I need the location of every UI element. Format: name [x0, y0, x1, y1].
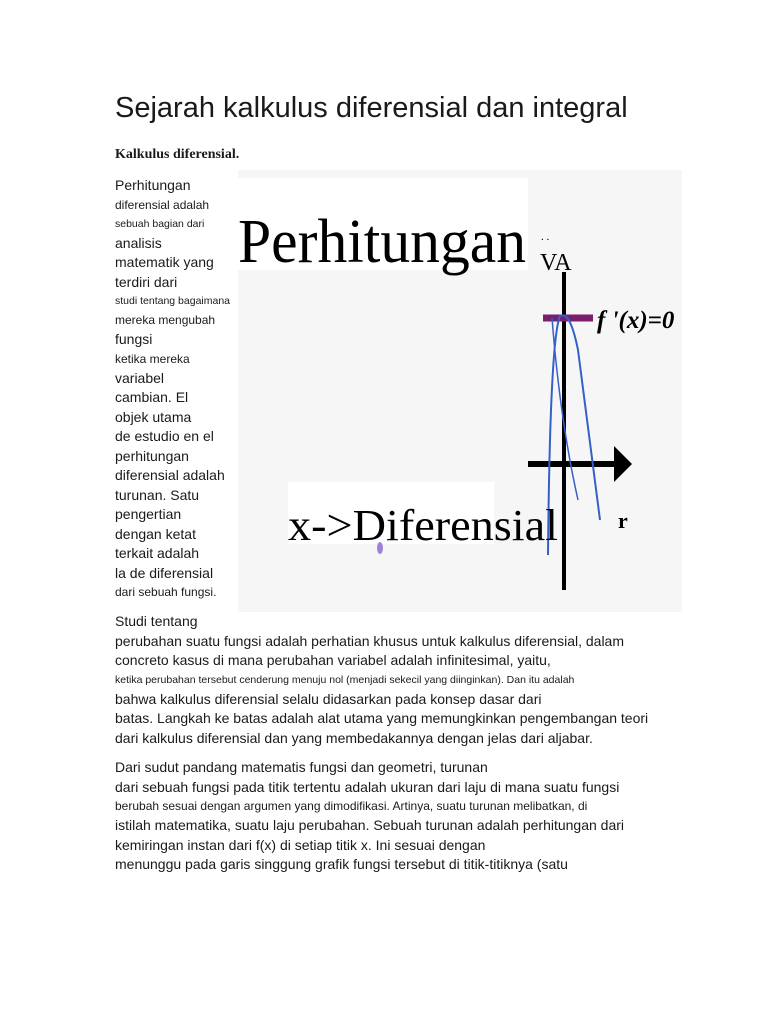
column-line: perhitungan: [115, 447, 189, 464]
column-line: terkait adalah: [115, 545, 200, 561]
column-line: Perhitungan: [115, 177, 191, 193]
axis-label-va: VA: [540, 250, 572, 276]
paragraph-line: perubahan suatu fungsi adalah perhatian khusus untuk kalkulus diferensial, dalam: [115, 632, 625, 649]
derivative-figure: [238, 170, 682, 612]
paragraph-line: berubah sesuai dengan argumen yang dimodifikasi. Artinya, suatu turunan melibatkan, di: [115, 799, 588, 813]
column-line: matematik yang: [115, 254, 214, 270]
figure-top-text: Perhitungan: [238, 208, 526, 276]
derivative-formula: f '(x)=0: [597, 307, 675, 334]
intro-column: [115, 176, 245, 602]
column-line: studi tentang bagaimana: [115, 295, 231, 307]
figure-bottom-text: x->Diferensial: [288, 501, 558, 550]
paragraph-line: dari sebuah fungsi pada titik tertentu adalah ukuran dari laju di mana suatu fungsi: [115, 778, 620, 795]
column-line: fungsi: [115, 331, 153, 347]
paragraph-line: bahwa kalkulus diferensial selalu didasarkan pada konsep dasar dari: [115, 690, 542, 707]
paragraph-line: batas. Langkah ke batas adalah alat utama yang memungkinkan pengembangan teori: [115, 710, 649, 726]
section-heading: Kalkulus diferensial.: [115, 147, 240, 162]
column-line: dengan ketat: [115, 525, 196, 542]
column-line: sebuah bagian dari: [115, 217, 205, 230]
column-line: ketika mereka: [115, 351, 190, 366]
paragraph-line: menunggu pada garis singgung grafik fungsi tersebut di titik-titiknya (satu: [115, 856, 568, 872]
column-line: de estudio en el: [115, 428, 214, 444]
paragraph-line: Studi tentang: [115, 613, 198, 629]
paragraph-2: [115, 758, 695, 875]
derivative-graph: [238, 170, 682, 612]
column-line: diferensial adalah: [115, 467, 225, 483]
page-title: Sejarah kalkulus diferensial dan integral: [115, 92, 628, 124]
column-line: diferensial adalah: [115, 197, 210, 212]
axis-arrowhead: [614, 446, 632, 482]
column-line: la de diferensial: [115, 564, 214, 581]
column-line: analisis: [115, 234, 162, 251]
column-line: dari sebuah fungsi.: [115, 585, 217, 599]
column-line: turunan. Satu: [115, 486, 200, 503]
paragraph-line: kemiringan instan dari f(x) di setiap titik x. Ini sesuai dengan: [115, 836, 486, 853]
column-line: variabel: [115, 369, 165, 386]
column-line: cambian. El: [115, 389, 189, 405]
paragraph-line: ketika perubahan tersebut cenderung menuju nol (menjadi sekecil yang diinginkan). Dan itu adalah: [115, 673, 575, 686]
column-line: pengertian: [115, 506, 182, 522]
paragraph-line: istilah matematika, suatu laju perubahan. Sebuah turunan adalah perhitungan dari: [115, 817, 625, 833]
paragraph-line: Dari sudut pandang matematis fungsi dan geometri, turunan: [115, 759, 488, 775]
column-line: objek utama: [115, 408, 192, 425]
paragraph-line: concreto kasus di mana perubahan variabel adalah infinitesimal, yaitu,: [115, 652, 551, 668]
paragraph-1: [115, 612, 695, 748]
x-axis-label: r: [618, 508, 628, 533]
column-line: terdiri dari: [115, 273, 178, 290]
dots-mark: . .: [541, 231, 550, 243]
column-line: mereka mengubah: [115, 313, 216, 327]
paragraph-line: dari kalkulus diferensial dan yang membedakannya dengan jelas dari aljabar.: [115, 729, 593, 746]
